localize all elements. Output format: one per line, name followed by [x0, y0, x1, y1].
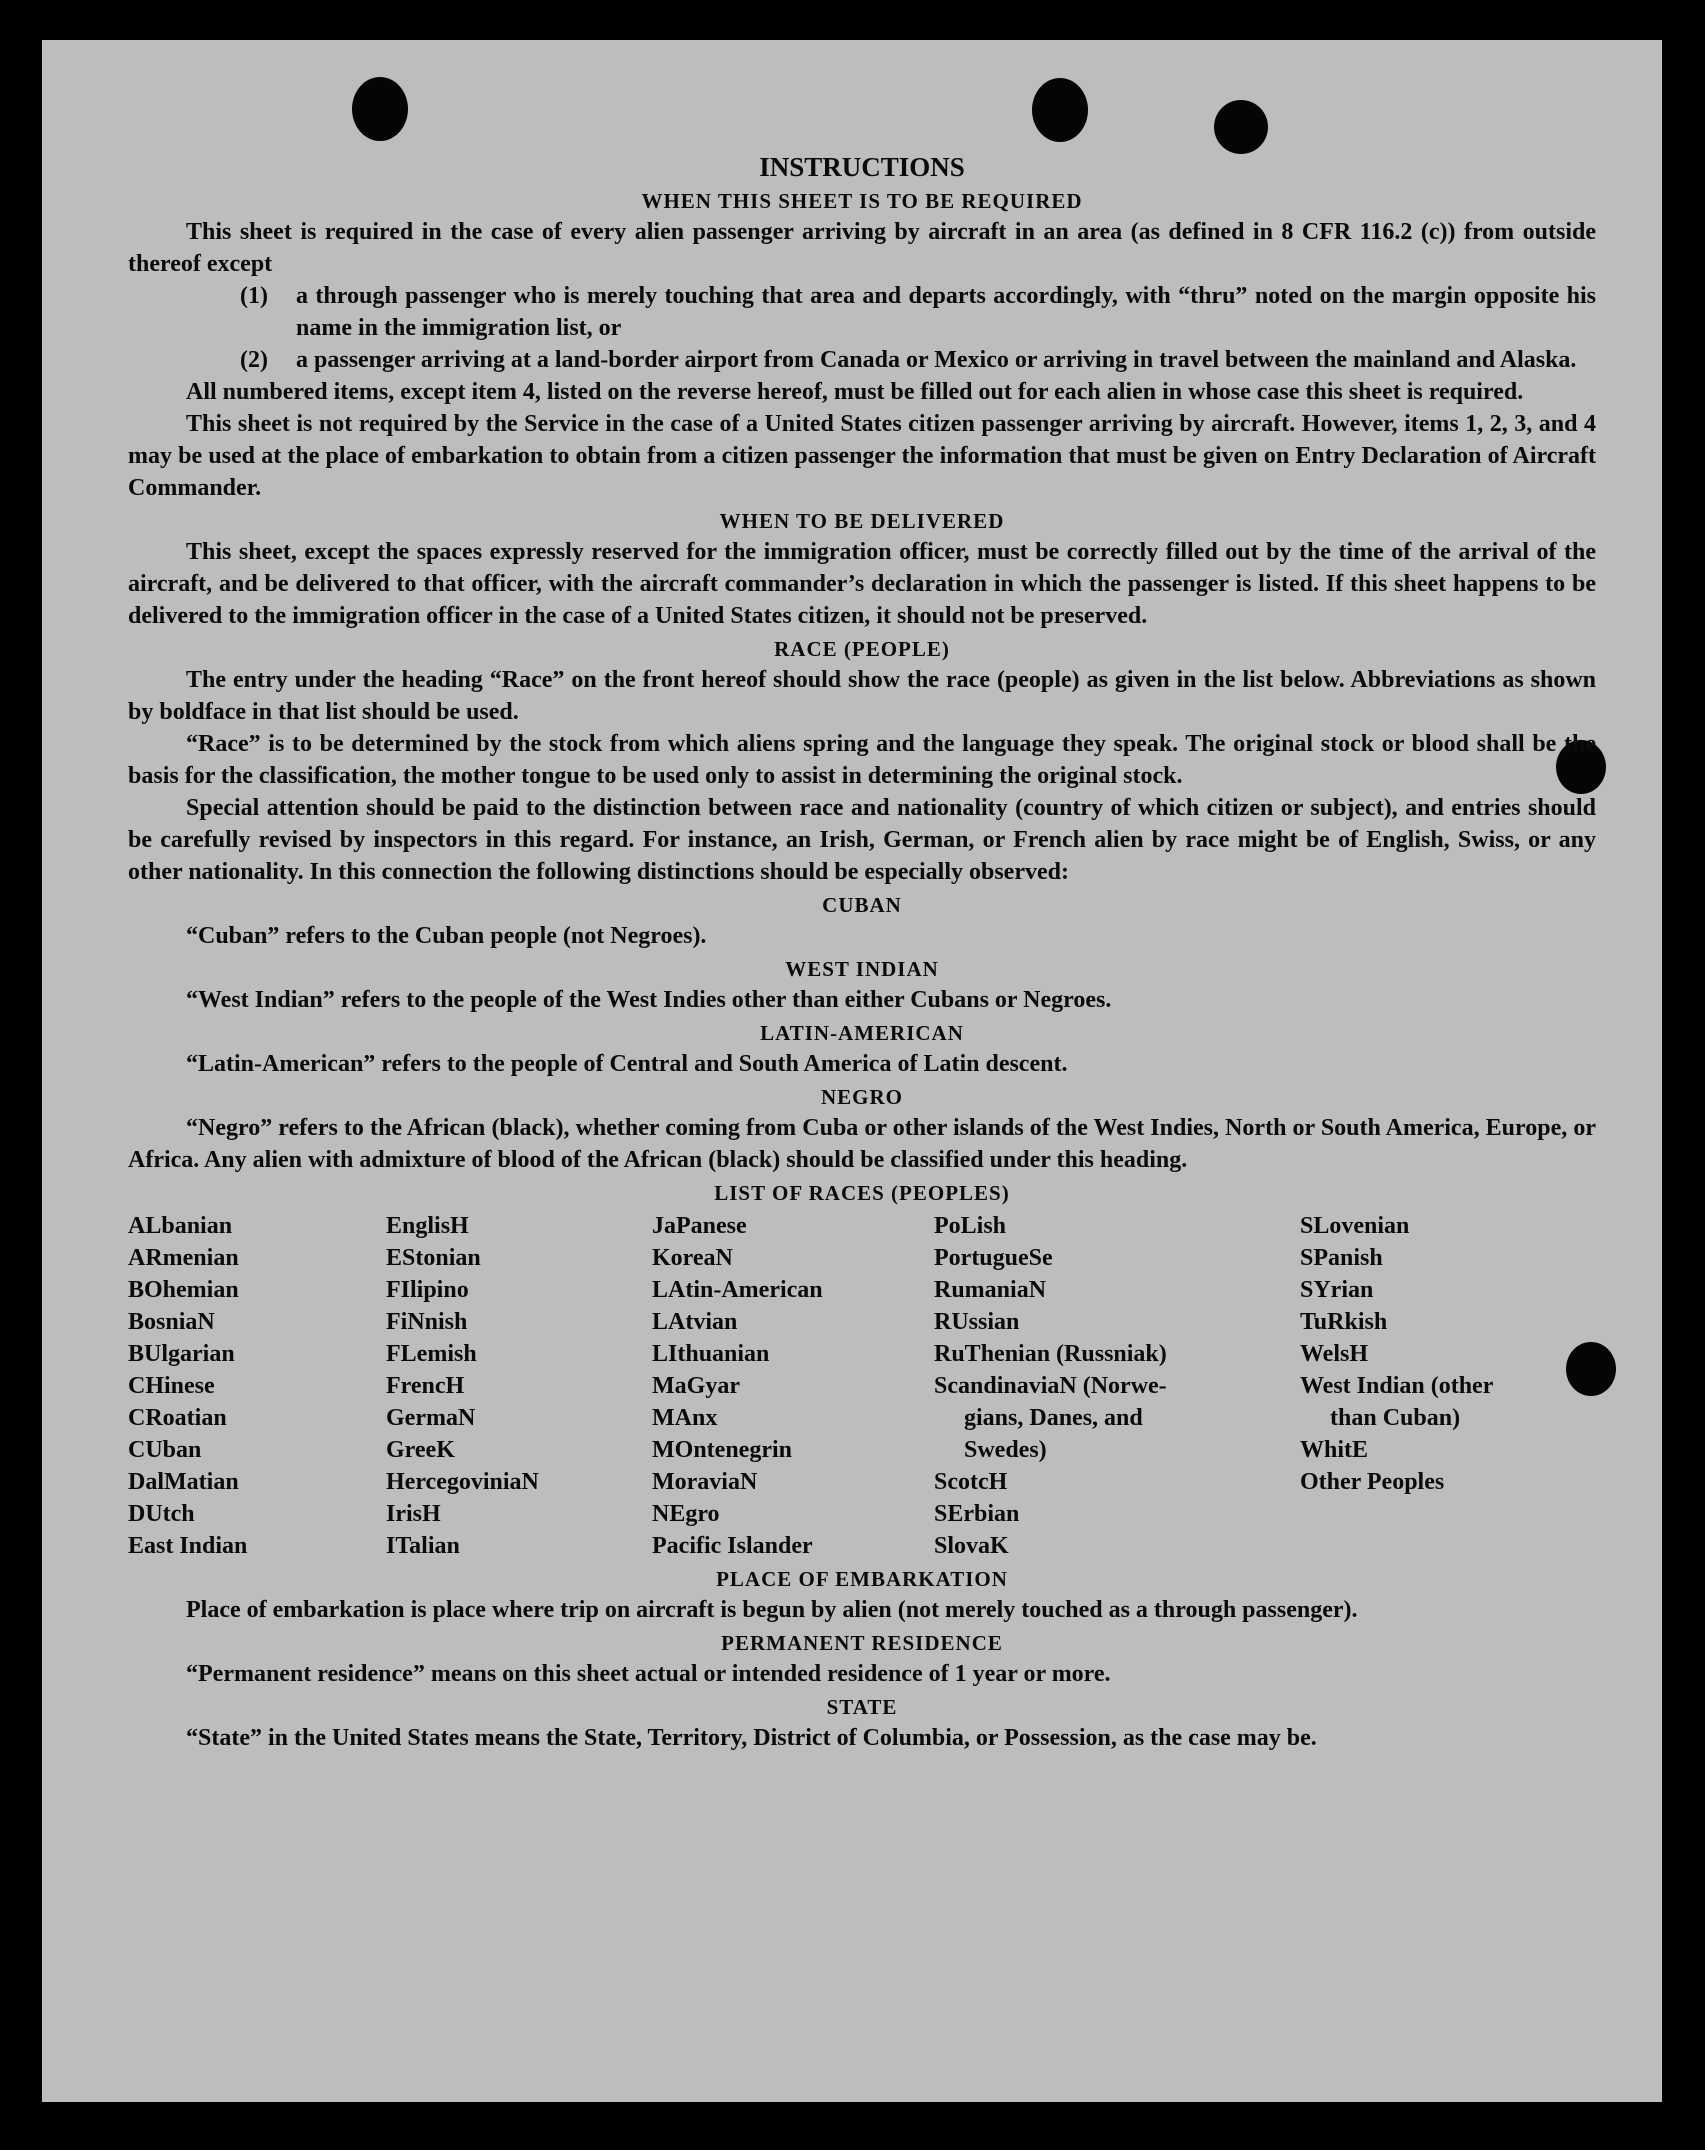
race-entry	[1300, 1498, 1596, 1530]
race-entry: SLovenian	[1300, 1213, 1410, 1239]
page-title: INSTRUCTIONS	[759, 152, 965, 182]
race-entry: KoreaN	[652, 1245, 733, 1271]
race-entry: WhitE	[1300, 1437, 1369, 1463]
race-entry: LAtvian	[652, 1309, 738, 1335]
race-entry: RuThenian (Russniak)	[934, 1341, 1167, 1367]
item-number: (1)	[240, 283, 268, 309]
race-entry: LIthuanian	[652, 1341, 770, 1367]
race-entry: DalMatian	[128, 1469, 239, 1495]
race-entry: FLemish	[386, 1341, 477, 1367]
race-entry: EnglisH	[386, 1213, 469, 1239]
race-entry: ScandinaviaN (Norwe-	[934, 1373, 1167, 1399]
paragraph: “Permanent residence” means on this sheet actual or intended residence of 1 year or more.	[186, 1661, 1111, 1687]
race-entry: MaGyar	[652, 1373, 740, 1399]
race-entry: than Cuban)	[1330, 1405, 1461, 1431]
punch-hole	[352, 77, 408, 141]
section-heading: NEGRO	[820, 1085, 903, 1109]
section-heading: CUBAN	[822, 893, 902, 917]
paragraph: All numbered items, except item 4, listed on the reverse hereof, must be filled out for each alien in whose case this sheet is required.	[186, 379, 1524, 405]
race-entry: JaPanese	[652, 1213, 747, 1239]
race-entry: MoraviaN	[652, 1469, 758, 1495]
list-item	[240, 280, 1596, 344]
race-entry: MOntenegrin	[652, 1437, 792, 1463]
race-entry: MAnx	[652, 1405, 718, 1431]
race-entry: LAtin-American	[652, 1277, 823, 1303]
race-entry: CUban	[128, 1437, 202, 1463]
list-item	[240, 344, 1596, 376]
race-entry: SlovaK	[934, 1533, 1009, 1559]
paragraph: This sheet is required in the case of every alien passenger arriving by aircraft in an area (as defined in 8 CFR 116.2 (c)) from outside thereof except	[128, 219, 1596, 277]
race-entry: BUlgarian	[128, 1341, 235, 1367]
section-heading: LATIN-AMERICAN	[760, 1021, 964, 1045]
race-entry: CHinese	[128, 1373, 215, 1399]
race-entry: East Indian	[128, 1533, 248, 1559]
race-entry: NEgro	[652, 1501, 720, 1527]
race-entry: GermaN	[386, 1405, 476, 1431]
paragraph: “State” in the United States means the State, Territory, District of Columbia, or Possession, as the case may be.	[186, 1725, 1317, 1751]
race-entry: FiNnish	[386, 1309, 468, 1335]
paragraph: This sheet is not required by the Service in the case of a United States citizen passenger arriving by aircraft. However, items 1, 2, 3, and 4 may be used at the place of embarkation to obtain from a citizen passenger the information that must be given on Entry Declaration of Aircraft Commander.	[128, 411, 1596, 501]
race-entry: DUtch	[128, 1501, 195, 1527]
race-entry: Other Peoples	[1300, 1469, 1445, 1495]
race-entry: ScotcH	[934, 1469, 1008, 1495]
race-entry: RUssian	[934, 1309, 1020, 1335]
race-entry: EStonian	[386, 1245, 481, 1271]
race-entry: BOhemian	[128, 1277, 239, 1303]
section-heading: WHEN TO BE DELIVERED	[719, 509, 1005, 533]
race-entry: West Indian (other	[1300, 1373, 1494, 1399]
instructions-body	[128, 150, 1596, 1754]
paragraph: Special attention should be paid to the distinction between race and nationality (country of which citizen or subject), and entries should be carefully revised by inspectors in this regard. For instance, an Irish, German, or French alien by race might be of English, Swiss, or any other nationality. In this connection the following distinctions should be especially observed:	[128, 795, 1596, 885]
paragraph: “Latin-American” refers to the people of Central and South America of Latin descent.	[186, 1051, 1068, 1077]
race-entry: Swedes)	[964, 1437, 1047, 1463]
section-heading: WEST INDIAN	[785, 957, 939, 981]
item-text: a passenger arriving at a land-border airport from Canada or Mexico or arriving in travel between the mainland and Alaska.	[296, 347, 1577, 373]
paragraph: “Negro” refers to the African (black), whether coming from Cuba or other islands of the West Indies, North or South America, Europe, or Africa. Any alien with admixture of blood of the African (black) should be classified under this heading.	[128, 1115, 1596, 1173]
paragraph: “Cuban” refers to the Cuban people (not Negroes).	[186, 923, 707, 949]
race-entry: SErbian	[934, 1501, 1020, 1527]
paragraph: Place of embarkation is place where trip on aircraft is begun by alien (not merely touched as a through passenger).	[186, 1597, 1358, 1623]
paragraph: “Race” is to be determined by the stock from which aliens spring and the language they speak. The original stock or blood shall be the basis for the classification, the mother tongue to be used only to assist in determining the original stock.	[128, 731, 1596, 789]
punch-hole	[1214, 100, 1268, 154]
races-list	[128, 1210, 1596, 1562]
paragraph: “West Indian” refers to the people of the West Indies other than either Cubans or Negroes.	[186, 987, 1112, 1013]
race-entry: ALbanian	[128, 1213, 233, 1239]
race-entry	[1300, 1530, 1596, 1562]
section-heading: PLACE OF EMBARKATION	[716, 1567, 1008, 1591]
race-entry: ITalian	[386, 1533, 460, 1559]
section-heading: WHEN THIS SHEET IS TO BE REQUIRED	[641, 189, 1083, 213]
race-entry: SYrian	[1300, 1277, 1374, 1303]
paragraph: This sheet, except the spaces expressly reserved for the immigration officer, must be correctly filled out by the time of the arrival of the aircraft, and be delivered to that officer, with the aircraft commander’s declaration in which the passenger is listed. If this sheet happens to be delivered to the immigration officer in the case of a United States citizen, it should not be preserved.	[128, 539, 1596, 629]
race-entry: CRoatian	[128, 1405, 227, 1431]
races-heading: LIST OF RACES (PEOPLES)	[714, 1181, 1010, 1205]
section-heading: PERMANENT RESIDENCE	[721, 1631, 1003, 1655]
item-text: a through passenger who is merely touching that area and departs accordingly, with “thru” noted on the margin opposite his name in the immigration list, or	[296, 283, 1596, 341]
race-entry: PortugueSe	[934, 1245, 1053, 1271]
document-page	[42, 40, 1662, 2102]
race-entry: SPanish	[1300, 1245, 1383, 1271]
race-entry: PoLish	[934, 1213, 1007, 1239]
paragraph: The entry under the heading “Race” on the front hereof should show the race (people) as given in the list below. Abbreviations as shown by boldface in that list should be used.	[128, 667, 1596, 725]
item-number: (2)	[240, 347, 268, 373]
section-heading: STATE	[826, 1695, 898, 1719]
race-entry: GreeK	[386, 1437, 455, 1463]
race-entry: gians, Danes, and	[964, 1405, 1143, 1431]
race-entry: FrencH	[386, 1373, 465, 1399]
race-entry: IrisH	[386, 1501, 441, 1527]
race-entry: RumaniaN	[934, 1277, 1047, 1303]
race-entry: Pacific Islander	[652, 1533, 813, 1559]
race-entry: ARmenian	[128, 1245, 239, 1271]
race-entry: TuRkish	[1300, 1309, 1388, 1335]
race-entry: HercegoviniaN	[386, 1469, 539, 1495]
race-entry: FIlipino	[386, 1277, 469, 1303]
race-entry: BosniaN	[128, 1309, 215, 1335]
punch-hole	[1032, 78, 1088, 142]
race-entry: WelsH	[1300, 1341, 1369, 1367]
section-heading: RACE (PEOPLE)	[774, 637, 950, 661]
